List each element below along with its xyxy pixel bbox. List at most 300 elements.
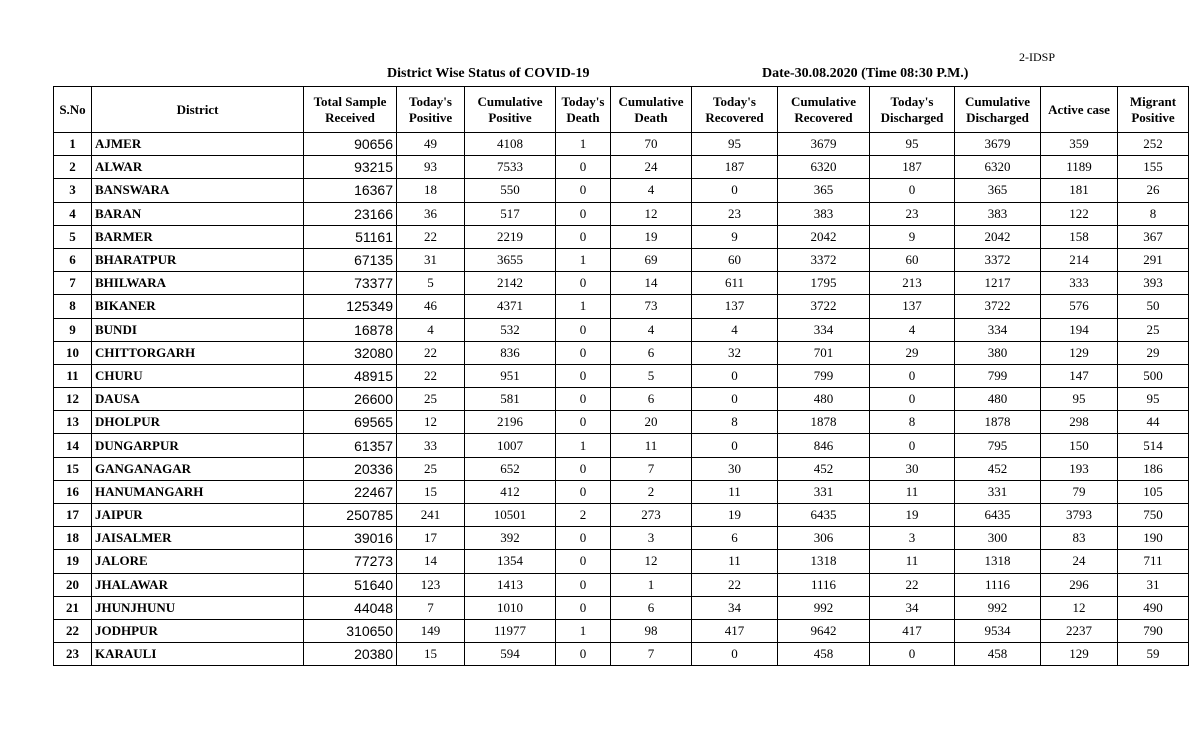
table-cell: 4 [870,318,955,341]
table-cell: 458 [778,643,870,666]
table-cell: 1878 [778,411,870,434]
table-cell: 69 [611,248,692,271]
table-cell: 1217 [955,272,1041,295]
table-cell: BARAN [92,202,304,225]
table-row [54,388,1189,411]
table-cell: 7 [611,643,692,666]
table-cell: 514 [1118,434,1189,457]
table-cell: 11 [54,364,92,387]
table-cell: 29 [1118,341,1189,364]
table-cell: 147 [1041,364,1118,387]
table-cell: 73 [611,295,692,318]
table-cell: 49 [397,133,465,156]
table-cell: 33 [397,434,465,457]
table-cell: 3722 [778,295,870,318]
table-cell: 16 [54,480,92,503]
table-cell: 500 [1118,364,1189,387]
table-cell: 4 [611,318,692,341]
table-cell: 19 [870,504,955,527]
table-cell: 123 [397,573,465,596]
table-cell: 93 [397,156,465,179]
table-cell: 0 [692,388,778,411]
table-cell: 187 [870,156,955,179]
table-row [54,364,1189,387]
table-cell: 711 [1118,550,1189,573]
table-cell: 22 [397,225,465,248]
table-cell: 1318 [778,550,870,573]
table-cell: 77273 [304,550,397,573]
table-cell: 31 [397,248,465,271]
table-cell: 0 [556,179,611,202]
table-cell: 3655 [465,248,556,271]
table-cell: 3 [54,179,92,202]
header-cell: Cumulative Positive [465,87,556,133]
table-cell: 296 [1041,573,1118,596]
table-cell: 0 [556,411,611,434]
table-row [54,573,1189,596]
table-cell: 149 [397,619,465,642]
table-cell: 6 [692,527,778,550]
table-cell: 50 [1118,295,1189,318]
table-cell: 0 [556,272,611,295]
table-cell: BHARATPUR [92,248,304,271]
table-cell: 17 [397,527,465,550]
header-cell: Migrant Positive [1118,87,1189,133]
table-cell: JHUNJHUNU [92,596,304,619]
table-cell: JAISALMER [92,527,304,550]
table-cell: 9642 [778,619,870,642]
table-cell: 0 [556,596,611,619]
table-cell: 412 [465,480,556,503]
table-row [54,643,1189,666]
table-cell: 190 [1118,527,1189,550]
table-row [54,225,1189,248]
table-cell: 125349 [304,295,397,318]
table-cell: 9 [54,318,92,341]
table-cell: 334 [955,318,1041,341]
table-cell: 24 [1041,550,1118,573]
table-cell: 1007 [465,434,556,457]
table-cell: 331 [955,480,1041,503]
table-cell: 4108 [465,133,556,156]
table-cell: 480 [778,388,870,411]
table-cell: 0 [556,318,611,341]
table-cell: 22 [692,573,778,596]
table-cell: 69565 [304,411,397,434]
table-cell: 1010 [465,596,556,619]
table-cell: 95 [692,133,778,156]
table-cell: 532 [465,318,556,341]
table-cell: 8 [870,411,955,434]
table-cell: 5 [611,364,692,387]
table-cell: 5 [54,225,92,248]
table-cell: 1116 [778,573,870,596]
table-cell: 213 [870,272,955,295]
table-cell: 51161 [304,225,397,248]
table-cell: 4 [397,318,465,341]
table-cell: 122 [1041,202,1118,225]
table-cell: 16367 [304,179,397,202]
table-cell: CHURU [92,364,304,387]
table-cell: 9 [692,225,778,248]
table-cell: 14 [54,434,92,457]
table-cell: 8 [54,295,92,318]
table-cell: BUNDI [92,318,304,341]
table-cell: 480 [955,388,1041,411]
table-cell: 4 [611,179,692,202]
table-cell: 6 [54,248,92,271]
table-cell: 22 [397,341,465,364]
table-cell: 3 [870,527,955,550]
table-cell: 105 [1118,480,1189,503]
table-cell: 3679 [778,133,870,156]
table-cell: 12 [1041,596,1118,619]
table-row [54,202,1189,225]
table-body [54,133,1189,666]
table-cell: 0 [556,457,611,480]
header-cell: Today's Death [556,87,611,133]
table-cell: 20 [611,411,692,434]
table-cell: KARAULI [92,643,304,666]
table-cell: 383 [778,202,870,225]
table-cell: 367 [1118,225,1189,248]
table-cell: 11 [692,550,778,573]
table-cell: JODHPUR [92,619,304,642]
table-cell: 252 [1118,133,1189,156]
table-cell: 8 [692,411,778,434]
table-cell: 452 [778,457,870,480]
table-cell: 4 [54,202,92,225]
table-cell: 1354 [465,550,556,573]
table-row [54,179,1189,202]
table-cell: 795 [955,434,1041,457]
table-cell: 25 [397,388,465,411]
table-cell: 155 [1118,156,1189,179]
table-cell: 3679 [955,133,1041,156]
table-cell: 1 [556,434,611,457]
table-cell: 2042 [955,225,1041,248]
table-cell: 22 [54,619,92,642]
table-cell: 417 [692,619,778,642]
table-cell: BARMER [92,225,304,248]
table-row [54,133,1189,156]
table-cell: 95 [870,133,955,156]
table-cell: CHITTORGARH [92,341,304,364]
table-cell: 581 [465,388,556,411]
table-cell: 34 [870,596,955,619]
table-cell: 30 [870,457,955,480]
table-cell: 23166 [304,202,397,225]
table-row [54,272,1189,295]
header-cell: S.No [54,87,92,133]
header-cell: Cumulative Discharged [955,87,1041,133]
header-cell: Today's Recovered [692,87,778,133]
table-cell: 6320 [955,156,1041,179]
table-cell: 17 [54,504,92,527]
table-row [54,619,1189,642]
table-cell: 44048 [304,596,397,619]
district-status-table [53,86,1189,666]
table-cell: 0 [870,364,955,387]
table-cell: 19 [54,550,92,573]
table-cell: 129 [1041,643,1118,666]
table-cell: 0 [692,434,778,457]
table-cell: 951 [465,364,556,387]
table-cell: 452 [955,457,1041,480]
table-row [54,156,1189,179]
table-cell: 12 [397,411,465,434]
header-cell: Cumulative Death [611,87,692,133]
table-cell: 0 [556,156,611,179]
table-cell: 7 [611,457,692,480]
table-row [54,411,1189,434]
table-cell: 187 [692,156,778,179]
table-cell: 137 [870,295,955,318]
table-cell: 1 [556,133,611,156]
table-cell: 95 [1118,388,1189,411]
table-cell: 2042 [778,225,870,248]
table-cell: 331 [778,480,870,503]
table-row [54,248,1189,271]
table-row [54,527,1189,550]
table-cell: 10501 [465,504,556,527]
table-cell: 0 [556,480,611,503]
table-cell: 158 [1041,225,1118,248]
table-cell: 95 [1041,388,1118,411]
table-cell: JALORE [92,550,304,573]
table-cell: 383 [955,202,1041,225]
table-cell: 2 [54,156,92,179]
table-cell: 300 [955,527,1041,550]
table-cell: 39016 [304,527,397,550]
table-cell: 291 [1118,248,1189,271]
table-cell: 846 [778,434,870,457]
table-cell: 60 [870,248,955,271]
table-cell: 0 [556,202,611,225]
header-cell: Today's Discharged [870,87,955,133]
table-cell: 36 [397,202,465,225]
table-cell: 799 [778,364,870,387]
table-cell: 12 [54,388,92,411]
table-cell: 30 [692,457,778,480]
table-cell: 250785 [304,504,397,527]
header-row [54,87,1189,133]
table-cell: 24 [611,156,692,179]
table-cell: 6435 [778,504,870,527]
table-cell: 22 [397,364,465,387]
table-cell: 3 [611,527,692,550]
table-cell: 9534 [955,619,1041,642]
table-cell: 380 [955,341,1041,364]
table-cell: 61357 [304,434,397,457]
table-cell: 16878 [304,318,397,341]
table-cell: 0 [870,388,955,411]
table-cell: 359 [1041,133,1118,156]
table-cell: 7 [54,272,92,295]
table-cell: ALWAR [92,156,304,179]
table-cell: 11977 [465,619,556,642]
table-cell: 273 [611,504,692,527]
table-cell: 310650 [304,619,397,642]
table-cell: HANUMANGARH [92,480,304,503]
table-cell: 46 [397,295,465,318]
table-cell: 23 [54,643,92,666]
table-cell: 8 [1118,202,1189,225]
table-cell: 21 [54,596,92,619]
table-cell: 0 [556,573,611,596]
table-row [54,504,1189,527]
table-cell: 1318 [955,550,1041,573]
table-cell: 1795 [778,272,870,295]
table-row [54,341,1189,364]
table-cell: 20380 [304,643,397,666]
table-cell: 31 [1118,573,1189,596]
table-cell: 2142 [465,272,556,295]
table-cell: 365 [955,179,1041,202]
table-cell: 298 [1041,411,1118,434]
header-cell: Cumulative Recovered [778,87,870,133]
table-cell: 2237 [1041,619,1118,642]
table-cell: 1 [556,295,611,318]
table-cell: 6320 [778,156,870,179]
table-row [54,457,1189,480]
table-cell: 51640 [304,573,397,596]
table-cell: 83 [1041,527,1118,550]
table-cell: 0 [692,364,778,387]
table-row [54,596,1189,619]
table-cell: 6 [611,596,692,619]
table-cell: 19 [611,225,692,248]
table-cell: 576 [1041,295,1118,318]
report-date: Date-30.08.2020 (Time 08:30 P.M.) [762,66,969,81]
table-cell: 836 [465,341,556,364]
table-row [54,434,1189,457]
table-cell: 12 [611,202,692,225]
table-cell: 392 [465,527,556,550]
table-cell: 14 [397,550,465,573]
table-cell: 0 [556,643,611,666]
table-cell: 1413 [465,573,556,596]
table-cell: 25 [397,457,465,480]
table-cell: 2 [611,480,692,503]
table-cell: 11 [611,434,692,457]
table-cell: 1 [54,133,92,156]
table-cell: 73377 [304,272,397,295]
table-row [54,550,1189,573]
table-cell: 7 [397,596,465,619]
table-cell: 6 [611,388,692,411]
table-cell: 992 [955,596,1041,619]
table-cell: 32 [692,341,778,364]
table-cell: 4371 [465,295,556,318]
table-cell: 34 [692,596,778,619]
table-cell: 60 [692,248,778,271]
table-cell: 13 [54,411,92,434]
table-cell: 701 [778,341,870,364]
table-cell: 137 [692,295,778,318]
table-cell: 3722 [955,295,1041,318]
table-cell: 0 [870,643,955,666]
table-cell: 594 [465,643,556,666]
table-cell: 1116 [955,573,1041,596]
table-cell: 150 [1041,434,1118,457]
table-cell: 3372 [955,248,1041,271]
table-cell: DHOLPUR [92,411,304,434]
header-cell: Today's Positive [397,87,465,133]
table-cell: 18 [397,179,465,202]
header-cell: District [92,87,304,133]
table-cell: 0 [556,341,611,364]
table-cell: 59 [1118,643,1189,666]
table-cell: 0 [556,550,611,573]
table-cell: 417 [870,619,955,642]
table-cell: 2219 [465,225,556,248]
table-cell: 67135 [304,248,397,271]
table-cell: 90656 [304,133,397,156]
table-row [54,318,1189,341]
table-cell: 44 [1118,411,1189,434]
table-cell: 48915 [304,364,397,387]
table-cell: 458 [955,643,1041,666]
table-cell: 70 [611,133,692,156]
table-cell: 7533 [465,156,556,179]
table-cell: 550 [465,179,556,202]
table-cell: 393 [1118,272,1189,295]
table-cell: 15 [397,643,465,666]
table-cell: BANSWARA [92,179,304,202]
table-cell: 22467 [304,480,397,503]
table-cell: 20336 [304,457,397,480]
table-cell: 23 [692,202,778,225]
table-cell: DUNGARPUR [92,434,304,457]
table-cell: DAUSA [92,388,304,411]
header-cell: Active case [1041,87,1118,133]
table-cell: 790 [1118,619,1189,642]
table-cell: 194 [1041,318,1118,341]
table-cell: 129 [1041,341,1118,364]
table-cell: 652 [465,457,556,480]
table-cell: 19 [692,504,778,527]
table-cell: 12 [611,550,692,573]
table-cell: 1878 [955,411,1041,434]
table-cell: 0 [556,225,611,248]
table-cell: BIKANER [92,295,304,318]
table-cell: 18 [54,527,92,550]
table-cell: 611 [692,272,778,295]
table-cell: 333 [1041,272,1118,295]
table-cell: 22 [870,573,955,596]
header-cell: Total Sample Received [304,87,397,133]
table-cell: 3793 [1041,504,1118,527]
table-cell: 3372 [778,248,870,271]
table-cell: AJMER [92,133,304,156]
table-cell: 1 [556,248,611,271]
table-cell: 15 [54,457,92,480]
table-cell: 214 [1041,248,1118,271]
table-cell: 32080 [304,341,397,364]
table-cell: 98 [611,619,692,642]
table-cell: 0 [556,364,611,387]
table-cell: GANGANAGAR [92,457,304,480]
table-cell: 490 [1118,596,1189,619]
table-cell: 517 [465,202,556,225]
table-cell: 0 [556,388,611,411]
table-row [54,480,1189,503]
table-cell: 334 [778,318,870,341]
table-cell: 26600 [304,388,397,411]
table-cell: 0 [556,527,611,550]
table-cell: 750 [1118,504,1189,527]
